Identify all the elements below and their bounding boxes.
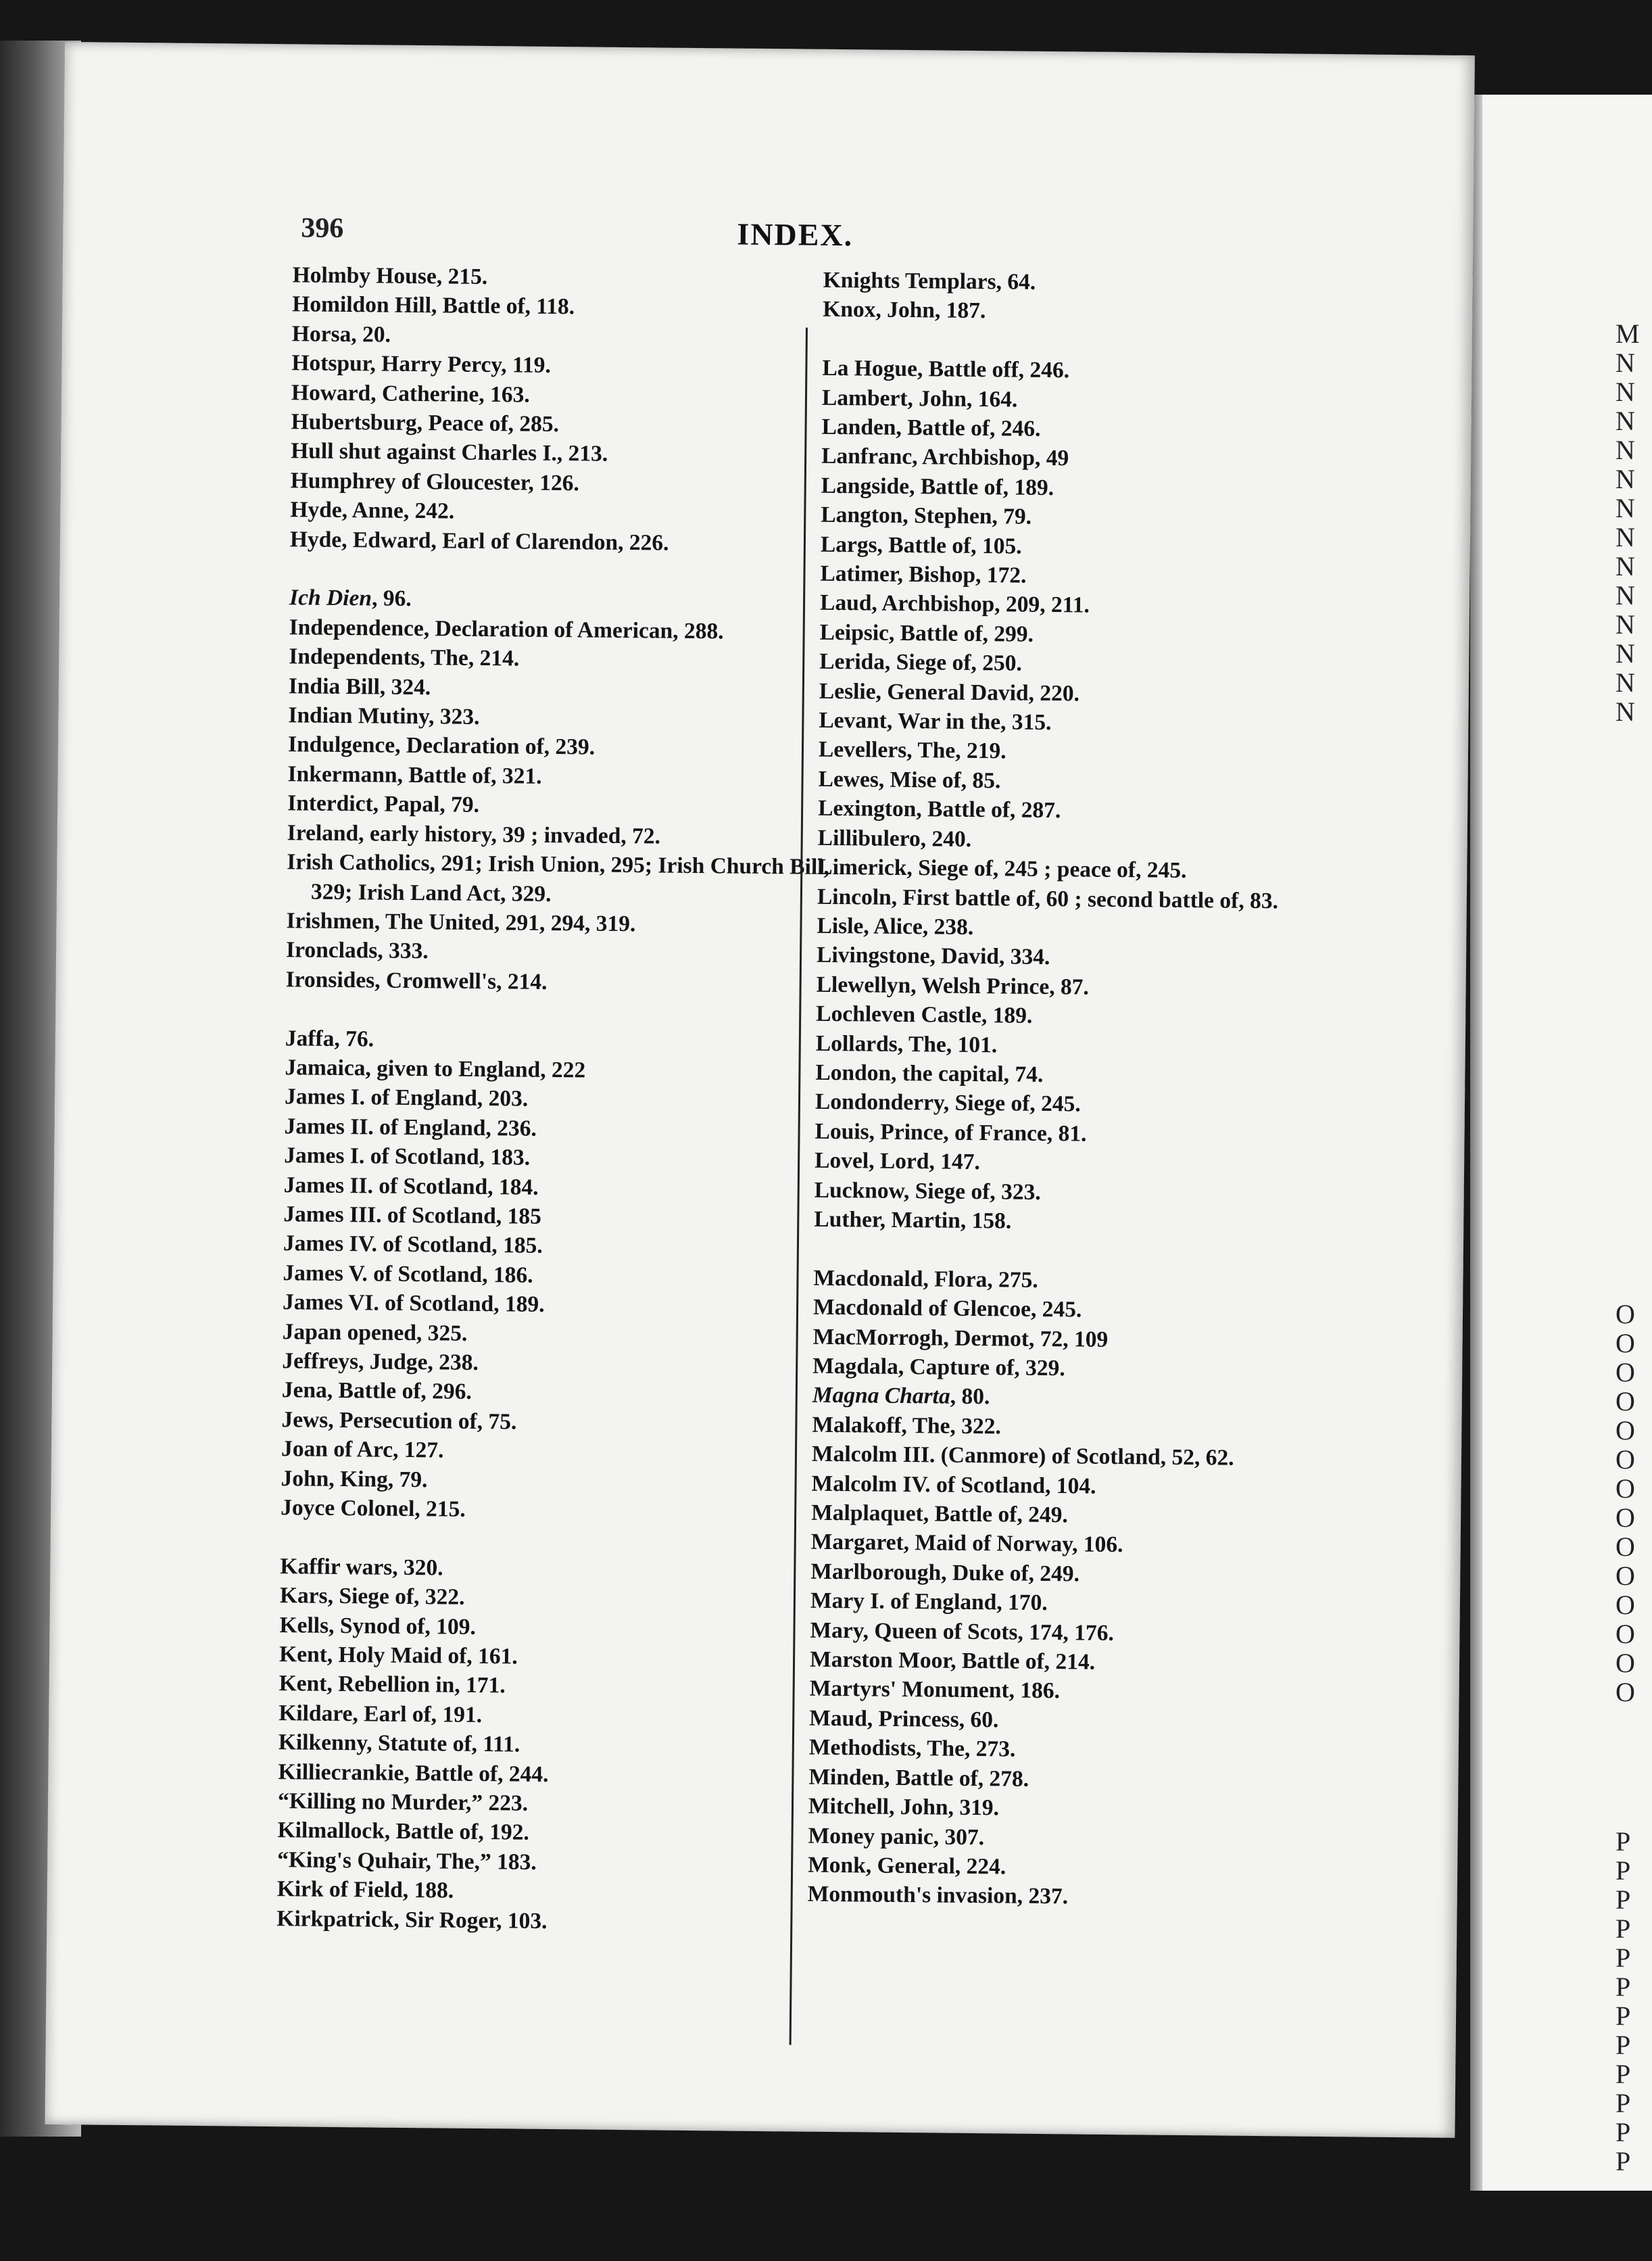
index-entry: Jena, Battle of, 296. [281,1377,472,1405]
index-entry: Killiecrankie, Battle of, 244. [278,1759,549,1787]
index-entry: Holmby House, 215. [292,262,488,290]
index-entry: Jews, Persecution of, 75. [281,1406,517,1435]
index-entry: Marlborough, Duke of, 249. [810,1558,1080,1587]
index-entry: Levellers, The, 219. [818,737,1006,764]
index-entry: London, the capital, 74. [815,1060,1044,1087]
facing-page-letter: P [1615,1972,1631,2002]
facing-page-letter: O [1615,1473,1635,1504]
facing-page-letter: O [1615,1619,1635,1649]
facing-page-letter: O [1615,1590,1635,1620]
index-entry: Marston Moor, Battle of, 214. [809,1646,1096,1675]
facing-page-letter: P [1615,1855,1631,1886]
index-entry: Maud, Princess, 60. [809,1705,999,1733]
index-entry: James II. of England, 236. [284,1113,537,1141]
facing-page-letter: N [1615,435,1635,465]
index-entry: Lucknow, Siege of, 323. [814,1177,1041,1205]
index-entry: Hyde, Edward, Earl of Clarendon, 226. [289,526,669,556]
index-column-right [808,266,1418,1915]
index-entry: Jamaica, given to England, 222 [285,1055,586,1083]
index-entry: Luther, Martin, 158. [814,1206,1012,1234]
facing-page-letter: P [1615,2001,1631,2031]
index-entry: Money panic, 307. [808,1823,985,1850]
page-title: INDEX. [737,216,854,253]
page-number: 396 [301,212,344,244]
index-entry: Lillibulero, 240. [817,825,972,852]
index-entry: Landen, Battle of, 246. [821,414,1041,442]
facing-page-edge [1470,95,1652,2191]
index-entry: Irish Catholics, 291; Irish Union, 295; Irish Church Bill, 329; Irish Land Act, 329. [287,849,830,907]
facing-page-letter: N [1615,377,1635,407]
index-entry: James IV. of Scotland, 185. [283,1231,543,1259]
index-entry: Mary, Queen of Scots, 174, 176. [810,1617,1115,1646]
facing-page-letter: O [1615,1531,1635,1562]
index-entry: Lollards, The, 101. [815,1030,998,1057]
index-entry: Levant, War in the, 315. [819,707,1052,736]
index-entry: “King's Quhair, The,” 183. [277,1847,537,1875]
index-entry: Homildon Hill, Battle of, 118. [292,291,575,320]
index-entry: Humphrey of Gloucester, 126. [290,468,580,496]
index-entry: Malplaquet, Battle of, 249. [810,1500,1068,1528]
index-entry: Hyde, Anne, 242. [290,497,455,524]
index-entry: Joyce Colonel, 215. [281,1495,466,1522]
index-entry: Jeffreys, Judge, 238. [282,1348,479,1375]
index-entry: James VI. of Scotland, 189. [282,1289,545,1318]
index-entry: Ireland, early history, 39 ; invaded, 72. [287,819,661,849]
facing-page-letter: M [1615,318,1640,349]
page-fold [1470,95,1482,2191]
index-entry: Hubertsburg, Peace of, 285. [291,409,560,437]
facing-page-letter: N [1615,464,1635,494]
facing-page-letter: P [1615,1943,1631,1973]
facing-page-letter: N [1615,493,1635,523]
index-entry: Martyrs' Monument, 186. [809,1676,1061,1704]
index-entry: Jaffa, 76. [285,1025,374,1051]
facing-page-letter: O [1615,1502,1635,1533]
facing-page-letter: P [1615,2117,1631,2147]
index-entry: Londonderry, Siege of, 245. [815,1089,1081,1117]
index-entry: Livingstone, David, 334. [816,943,1050,970]
facing-page-letter: P [1615,2059,1631,2089]
index-entry: John, King, 79. [281,1465,428,1492]
index-entry: James II. of Scotland, 184. [283,1172,539,1200]
index-entry: Knights Templars, 64. [823,267,1036,295]
index-entry: Lisle, Alice, 238. [817,913,974,940]
index-entry: Langton, Stephen, 79. [821,502,1032,529]
index-entry: Kirk of Field, 188. [276,1876,454,1903]
facing-page-letter: O [1615,1299,1635,1329]
index-entry: Macdonald, Flora, 275. [813,1265,1038,1293]
index-entry: Louis, Prince, of France, 81. [815,1118,1087,1147]
index-entry: Malakoff, The, 322. [812,1412,1002,1439]
facing-page-letter: O [1615,1415,1635,1446]
facing-page-letter: N [1615,406,1635,436]
index-entry: Kildare, Earl of, 191. [278,1700,483,1728]
index-entry: Margaret, Maid of Norway, 106. [810,1529,1123,1558]
facing-page-letter: N [1615,348,1635,378]
index-entry: Irishmen, The United, 291, 294, 319. [286,908,636,937]
index-entry: James V. of Scotland, 186. [283,1260,533,1288]
index-entry: James I. of England, 203. [284,1084,529,1112]
index-entry: Lewes, Mise of, 85. [818,766,1001,794]
index-entry: Inkermann, Battle of, 321. [287,761,542,789]
facing-page-letter: O [1615,1444,1635,1475]
facing-page-letter: N [1615,522,1635,552]
facing-page-letter: O [1615,1328,1635,1358]
facing-page-letter: P [1615,2030,1631,2060]
facing-page-letter: N [1615,551,1635,581]
index-entry: Limerick, Siege of, 245 ; peace of, 245. [817,854,1187,884]
facing-page-letter: P [1615,2088,1631,2118]
index-entry: MacMorrogh, Dermot, 72, 109 [812,1324,1109,1352]
page-header [286,212,1305,268]
index-entry: Malcolm IV. of Scotland, 104. [811,1471,1096,1499]
index-entry: Mary I. of England, 170. [810,1588,1048,1616]
index-entry: Minden, Battle of, 278. [808,1764,1029,1792]
index-entry: India Bill, 324. [288,673,431,700]
index-entry: Hotspur, Harry Percy, 119. [291,350,551,379]
facing-page-letter: O [1615,1677,1635,1707]
facing-page-letter: P [1615,1913,1631,1944]
index-entry: Lovel, Lord, 147. [814,1147,981,1175]
index-entry: Lerida, Siege of, 250. [819,649,1023,676]
index-entry: Kilmallock, Battle of, 192. [277,1817,529,1846]
index-entry: Lambert, John, 164. [821,385,1018,412]
facing-page-letter: O [1615,1648,1635,1678]
index-column-left [276,260,874,1938]
index-entry: Interdict, Papal, 79. [287,790,480,818]
index-entry: Kars, Siege of, 322. [279,1583,465,1611]
index-entry: Leslie, General David, 220. [819,678,1080,707]
index-entry: Mitchell, John, 319. [808,1793,1000,1821]
index-entry: Leipsic, Battle of, 299. [819,619,1034,647]
index-entry: Kaffir wars, 320. [280,1553,443,1581]
index-entry: Kent, Holy Maid of, 161. [278,1642,518,1669]
index-entry: Knox, John, 187. [823,297,986,324]
facing-page-letter: O [1615,1357,1635,1387]
facing-page-letter: P [1615,1826,1631,1857]
index-entry: Indian Mutiny, 323. [288,703,480,730]
index-entry: Independence, Declaration of American, 288. [289,615,724,644]
index-entry: Macdonald of Glencoe, 245. [812,1294,1082,1323]
facing-page-letter: N [1615,580,1635,611]
index-entry: Laud, Archbishop, 209, 211. [819,590,1090,619]
index-entry: Llewellyn, Welsh Prince, 87. [816,972,1090,1000]
index-entry: Monmouth's invasion, 237. [807,1881,1069,1909]
index-entry: Horsa, 20. [291,321,391,348]
index-entry: Independents, The, 214. [289,644,520,671]
index-entry: Indulgence, Declaration of, 239. [287,732,596,761]
index-entry: Latimer, Bishop, 172. [820,561,1027,588]
index-entry: Ironsides, Cromwell's, 214. [285,966,548,995]
index-entry: Hull shut against Charles I., 213. [291,438,608,467]
index-entry: Magna Charta, 80. [812,1383,990,1410]
index-page [45,42,1474,2138]
index-entry: Lochleven Castle, 189. [816,1001,1033,1028]
index-entry: Kilkenny, Statute of, 111. [278,1730,520,1757]
index-entry: Kent, Rebellion in, 171. [278,1671,506,1698]
facing-page-letter: N [1615,696,1635,727]
facing-page-letter: N [1615,667,1635,698]
index-entry: La Hogue, Battle off, 246. [822,355,1070,383]
index-entry: Magdala, Capture of, 329. [812,1353,1065,1381]
index-entry: Ironclads, 333. [285,937,429,964]
index-entry: Methodists, The, 273. [808,1734,1016,1762]
index-entry: Malcolm III. (Canmore) of Scotland, 52, 62. [811,1441,1234,1471]
facing-page-letter: P [1615,2146,1631,2176]
facing-page-letter: O [1615,1561,1635,1591]
index-entry: James I. of Scotland, 183. [284,1143,531,1170]
index-entry: Joan of Arc, 127. [281,1436,444,1463]
index-entry: Kirkpatrick, Sir Roger, 103. [276,1905,548,1934]
index-entry: Largs, Battle of, 105. [820,531,1022,559]
index-entry: Howard, Catherine, 163. [291,379,530,408]
index-entry: Lincoln, First battle of, 60 ; second battle of, 83. [817,884,1279,913]
index-entry: Lanfranc, Archbishop, 49 [821,444,1069,471]
facing-page-letter: P [1615,1884,1631,1915]
facing-page-letter: N [1615,609,1635,640]
index-entry: Kells, Synod of, 109. [279,1612,477,1640]
index-entry: Lexington, Battle of, 287. [817,796,1061,824]
facing-page-letter: O [1615,1386,1635,1417]
index-entry: Monk, General, 224. [807,1852,1006,1880]
index-entry: James III. of Scotland, 185 [283,1201,542,1229]
index-entry: Japan opened, 325. [282,1318,468,1346]
facing-page-letter: N [1615,638,1635,669]
index-entry: Ich Dien, 96. [289,585,412,612]
index-entry: Langside, Battle of, 189. [821,473,1054,500]
index-entry: “Killing no Murder,” 223. [277,1788,529,1816]
